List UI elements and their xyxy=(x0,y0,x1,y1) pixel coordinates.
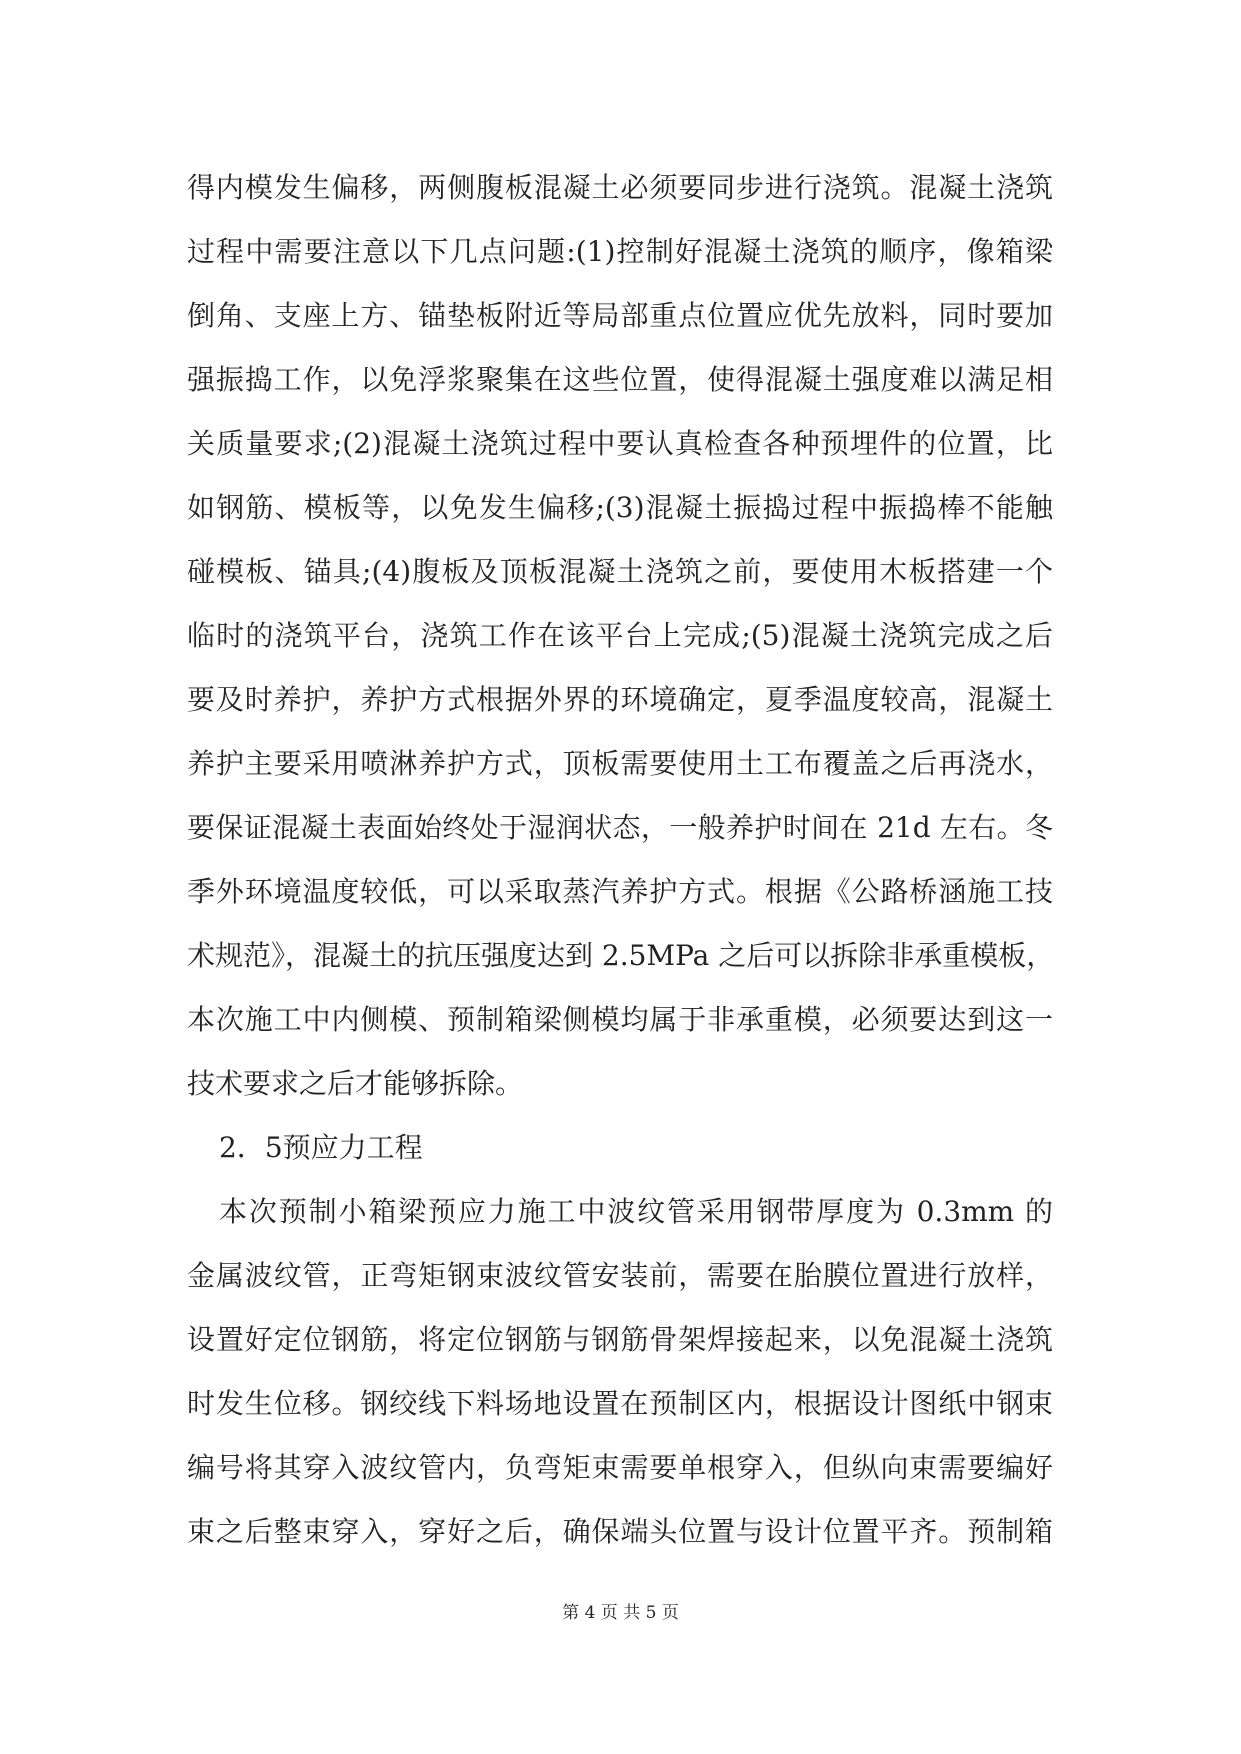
text-line: 过程中需要注意以下几点问题:(1)控制好混凝土浇筑的顺序，像箱梁 xyxy=(187,235,1053,268)
text-line: 如钢筋、模板等，以免发生偏移;(3)混凝土振捣过程中振捣棒不能触 xyxy=(187,491,1053,524)
text-line: 束之后整束穿入，穿好之后，确保端头位置与设计位置平齐。预制箱 xyxy=(187,1515,1053,1548)
text-line: 碰模板、锚具;(4)腹板及顶板混凝土浇筑之前，要使用木板搭建一个 xyxy=(187,555,1053,588)
text-line: 倒角、支座上方、锚垫板附近等局部重点位置应优先放料，同时要加 xyxy=(187,299,1053,332)
paragraph-1 xyxy=(187,156,1053,1116)
text-line: 关质量要求;(2)混凝土浇筑过程中要认真检查各种预埋件的位置，比 xyxy=(187,427,1053,460)
text-line: 术规范》，混凝土的抗压强度达到 2.5MPa 之后可以拆除非承重模板， xyxy=(187,939,1055,972)
text-line: 得内模发生偏移，两侧腹板混凝土必须要同步进行浇筑。混凝土浇筑 xyxy=(187,171,1053,204)
section-heading: 2．5预应力工程 xyxy=(219,1131,423,1164)
text-line: 时发生位移。钢绞线下料场地设置在预制区内，根据设计图纸中钢束 xyxy=(187,1387,1053,1420)
document-body xyxy=(187,156,1053,1564)
text-line: 编号将其穿入波纹管内，负弯矩束需要单根穿入，但纵向束需要编好 xyxy=(187,1451,1053,1484)
page-footer: 第 4 页 共 5 页 xyxy=(562,1603,679,1623)
text-line: 本次预制小箱梁预应力施工中波纹管采用钢带厚度为 0.3mm 的 xyxy=(219,1195,1053,1228)
text-line: 要保证混凝土表面始终处于湿润状态，一般养护时间在 21d 左右。冬 xyxy=(187,811,1053,844)
text-line: 季外环境温度较低，可以采取蒸汽养护方式。根据《公路桥涵施工技 xyxy=(187,875,1053,908)
text-line: 设置好定位钢筋，将定位钢筋与钢筋骨架焊接起来，以免混凝土浇筑 xyxy=(187,1323,1053,1356)
text-line: 要及时养护，养护方式根据外界的环境确定，夏季温度较高，混凝土 xyxy=(187,683,1053,716)
text-line: 技术要求之后才能够拆除。 xyxy=(187,1067,524,1100)
text-line: 临时的浇筑平台，浇筑工作在该平台上完成;(5)混凝土浇筑完成之后 xyxy=(187,619,1053,652)
paragraph-2 xyxy=(187,1180,1053,1564)
text-line: 金属波纹管，正弯矩钢束波纹管安装前，需要在胎膜位置进行放样， xyxy=(187,1259,1053,1292)
text-line: 养护主要采用喷淋养护方式，顶板需要使用土工布覆盖之后再浇水， xyxy=(187,747,1053,780)
text-line: 强振捣工作，以免浮浆聚集在这些位置，使得混凝土强度难以满足相 xyxy=(187,363,1053,396)
text-line: 本次施工中内侧模、预制箱梁侧模均属于非承重模，必须要达到这一 xyxy=(187,1003,1053,1036)
